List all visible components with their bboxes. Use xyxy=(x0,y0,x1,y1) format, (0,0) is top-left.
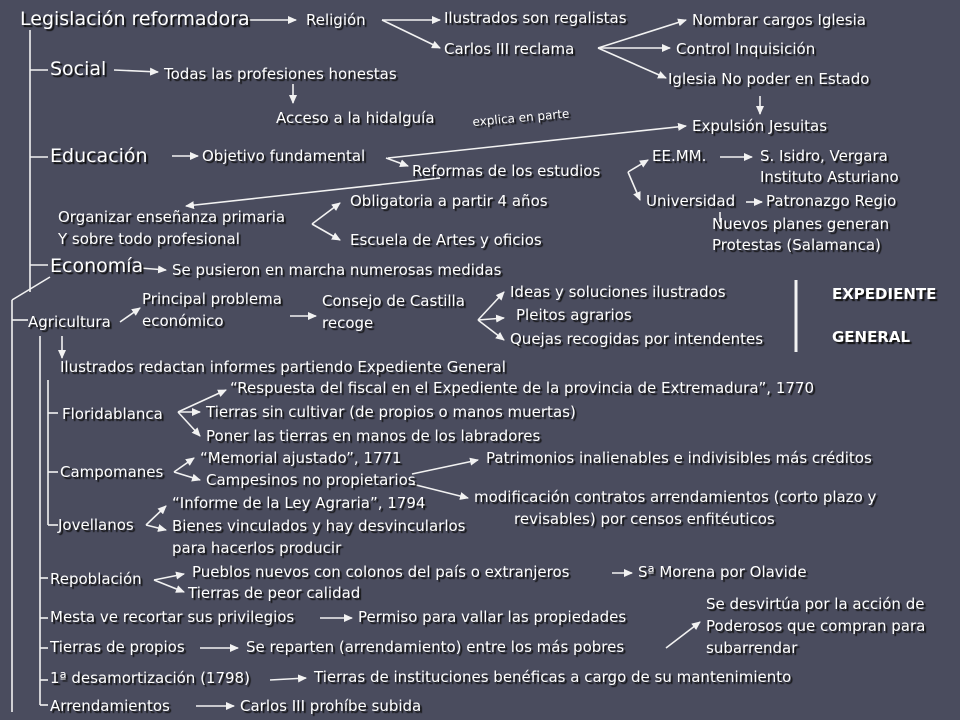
node-nombrar-cargos: Nombrar cargos Iglesia xyxy=(692,11,866,29)
node-mesta: Mesta ve recortar sus privilegios xyxy=(50,608,295,626)
node-universidad: Universidad xyxy=(646,192,736,210)
node-ideas-soluciones: Ideas y soluciones ilustrados xyxy=(510,283,726,301)
heading-social: Social xyxy=(50,58,107,80)
node-desvirtua-line1: Se desvirtúa por la acción de xyxy=(706,595,925,613)
node-objetivo-fundamental: Objetivo fundamental xyxy=(202,147,366,165)
node-consejo-line1: Consejo de Castilla xyxy=(322,292,465,310)
heading-educacion: Educación xyxy=(50,145,148,167)
node-organizar-line2: Y sobre todo profesional xyxy=(58,230,240,248)
node-consejo-line2: recoge xyxy=(322,314,374,332)
node-se-reparten: Se reparten (arrendamiento) entre los más pobres xyxy=(246,638,625,656)
node-medidas: Se pusieron en marcha numerosas medidas xyxy=(172,261,502,279)
node-campesinos: Campesinos no propietarios xyxy=(206,471,416,489)
node-desvirtua-line3: subarrendar xyxy=(706,639,798,657)
node-organizar-line1: Organizar enseñanza primaria xyxy=(58,208,286,226)
node-patronazgo: Patronazgo Regio xyxy=(766,192,897,210)
label-explica-en-parte: explica en parte xyxy=(471,106,570,129)
node-reformas-estudios: Reformas de los estudios xyxy=(412,162,601,180)
node-respuesta-fiscal: “Respuesta del fiscal en el Expediente de la provincia de Extremadura”, 1770 xyxy=(230,379,815,397)
node-patrimonios: Patrimonios inalienables e indivisibles más créditos xyxy=(486,449,872,467)
node-problema-line1: Principal problema xyxy=(142,290,282,308)
node-escuela-artes: Escuela de Artes y oficios xyxy=(350,231,542,249)
node-floridablanca: Floridablanca xyxy=(62,405,163,423)
node-modificacion-line2: revisables) por censos enfitéuticos xyxy=(514,510,775,528)
node-repoblacion: Repoblación xyxy=(50,570,142,588)
node-instituciones-beneficas: Tierras de instituciones benéficas a cargo de su mantenimiento xyxy=(314,668,792,686)
node-control-inquisicion: Control Inquisición xyxy=(676,40,816,58)
node-poner-tierras: Poner las tierras en manos de los labradores xyxy=(206,427,541,445)
node-informe-ley-agraria: “Informe de la Ley Agraria”, 1794 xyxy=(172,494,426,512)
node-informes: Ilustrados redactan informes partiendo Expediente General xyxy=(60,358,506,376)
label-expediente: EXPEDIENTE xyxy=(832,285,937,303)
label-general: GENERAL xyxy=(832,328,911,346)
node-agricultura: Agricultura xyxy=(28,313,111,331)
node-profesiones-honestas: Todas las profesiones honestas xyxy=(164,65,397,83)
node-pleitos: Pleitos agrarios xyxy=(516,306,632,324)
node-planes-line1: Nuevos planes generan xyxy=(712,215,890,233)
node-bienes-line2: para hacerlos producir xyxy=(172,539,342,557)
node-pueblos-nuevos: Pueblos nuevos con colonos del país o extranjeros xyxy=(192,563,570,581)
heading-legislacion: Legislación reformadora xyxy=(20,8,250,30)
node-quejas: Quejas recogidas por intendentes xyxy=(510,330,764,348)
node-tierras-sin-cultivar: Tierras sin cultivar (de propios o manos muertas) xyxy=(206,403,576,421)
node-sierra-morena: Sª Morena por Olavide xyxy=(638,563,807,581)
node-iglesia-no-poder: Iglesia No poder en Estado xyxy=(668,70,870,88)
node-religion: Religión xyxy=(306,11,366,29)
node-permiso-vallar: Permiso para vallar las propiedades xyxy=(358,608,627,626)
node-planes-line2: Protestas (Salamanca) xyxy=(712,236,881,254)
node-obligatoria: Obligatoria a partir 4 años xyxy=(350,192,548,210)
node-isidro-line1: S. Isidro, Vergara xyxy=(760,147,888,165)
node-eemm: EE.MM. xyxy=(652,147,707,165)
node-desvirtua-line2: Poderosos que compran para xyxy=(706,617,926,635)
node-tierras-peor: Tierras de peor calidad xyxy=(188,584,361,602)
node-arrendamientos: Arrendamientos xyxy=(50,697,170,715)
node-carlos-prohibe: Carlos III prohíbe subida xyxy=(240,697,422,715)
node-tierras-propios: Tierras de propios xyxy=(50,638,185,656)
node-modificacion-line1: modificación contratos arrendamientos (corto plazo y xyxy=(474,488,877,506)
node-memorial: “Memorial ajustado”, 1771 xyxy=(200,449,402,467)
node-carlos-reclama: Carlos III reclama xyxy=(444,40,575,58)
heading-economia: Economía xyxy=(50,255,144,277)
node-bienes-line1: Bienes vinculados y hay desvincularlos xyxy=(172,517,466,535)
node-campomanes: Campomanes xyxy=(60,463,164,481)
node-expulsion-jesuitas: Expulsión Jesuitas xyxy=(692,117,828,135)
node-isidro-line2: Instituto Asturiano xyxy=(760,168,899,186)
node-jovellanos: Jovellanos xyxy=(58,516,134,534)
node-regalistas: Ilustrados son regalistas xyxy=(444,9,627,27)
node-acceso-hidalguia: Acceso a la hidalguía xyxy=(276,109,435,127)
node-problema-line2: económico xyxy=(142,312,224,330)
node-desamortizacion: 1ª desamortización (1798) xyxy=(50,669,250,687)
